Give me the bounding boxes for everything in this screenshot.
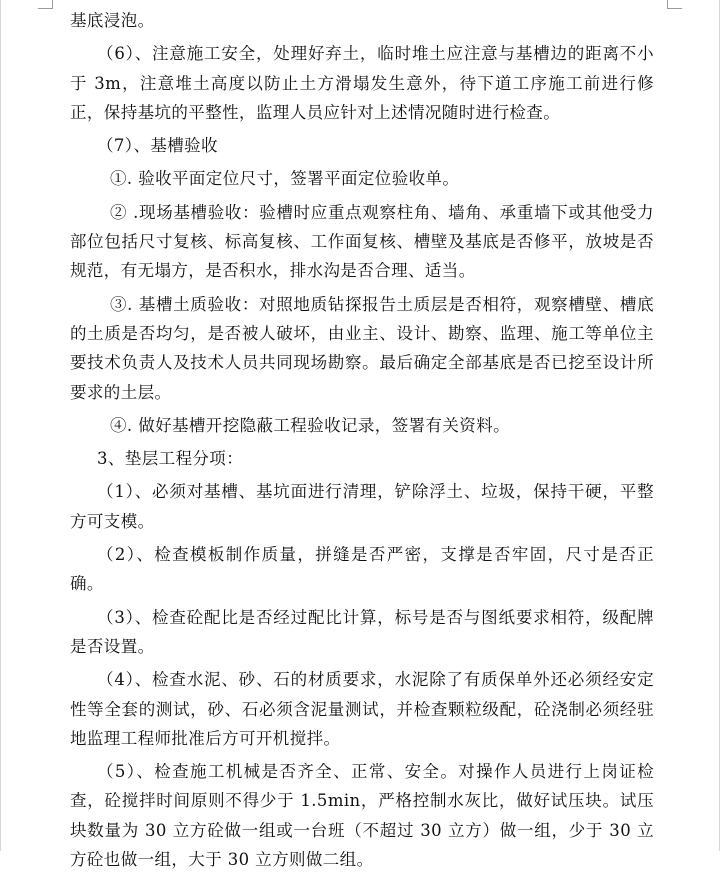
paragraph-subitem-2: ② .现场基槽验收：验槽时应重点观察柱角、墙角、承重墙下或其他受力部位包括尺寸复核、标高复核、工作面复核、槽壁及基底是否修平，放坡是否规范，有无塌方，是否积水，排水沟是否合理、适当。 [70,202,654,281]
paragraph-item-6: （6）、注意施工安全，处理好弃土，临时堆土应注意与基槽边的距离不小于 3m，注意堆土高度以防止土方滑塌发生意外，待下道工序施工前进行修正，保持基坑的平整性，监理人员应针对上述情况随时进行检查。 [70,44,654,122]
paragraph-item-2: （2）、检查模板制作质量，拼缝是否严密，支撑是否牢固，尺寸是否正确。 [70,545,654,594]
paragraph-subitem-1: ①. 验收平面定位尺寸，签署平面定位验收单。 [110,169,460,189]
paragraph-subitem-3: ③. 基槽土质验收：对照地质钻探报告土质层是否相符，观察槽壁、槽底的土质是否均匀，是否被人破坏，由业主、设计、勘察、监理、施工等单位主要技术负责人及技术人员共同现场勘察。最后确定全部基底是否已挖至设计所要求的土层。 [70,294,654,402]
section-heading-3: 3、垫层工程分项： [97,449,244,469]
paragraph-item-1: （1）、必须对基槽、基坑面进行清理，铲除浮土、垃圾，保持干硬，平整方可支模。 [70,482,654,531]
paragraph-item-4: （4）、检查水泥、砂、石的材质要求，水泥除了有质保单外还必须经安定性等全套的测试，砂、石必须含泥量测试，并检查颗粒级配，砼浇制必须经驻地监理工程师批准后方可开机搅拌。 [70,670,654,748]
paragraph-subitem-4: ④. 做好基槽开挖隐蔽工程验收记录，签署有关资料。 [110,415,510,435]
paragraph-continuation: 基底浸泡。 [70,11,155,30]
paragraph-item-3: （3）、检查砼配比是否经过配比计算，标号是否与图纸要求相符，级配牌是否设置。 [70,607,654,656]
document-body [70,6,654,874]
margin-corner-mark-right [667,0,682,9]
paragraph-item-7-heading: （7）、基槽验收 [97,136,218,156]
page-edge-left [0,0,1,851]
paragraph-item-5: （5）、检查施工机械是否齐全、正常、安全。对操作人员进行上岗证检查，砼搅拌时间原则不得少于 1.5min，严格控制水灰比，做好试压块。试压块数量为 30 立方砼做一组或一台班（不超过 30 立方）做一组，少于 30 立方砼也做一组，大于 30 立方则做二组。 [70,762,654,870]
margin-corner-mark-left [38,0,53,9]
